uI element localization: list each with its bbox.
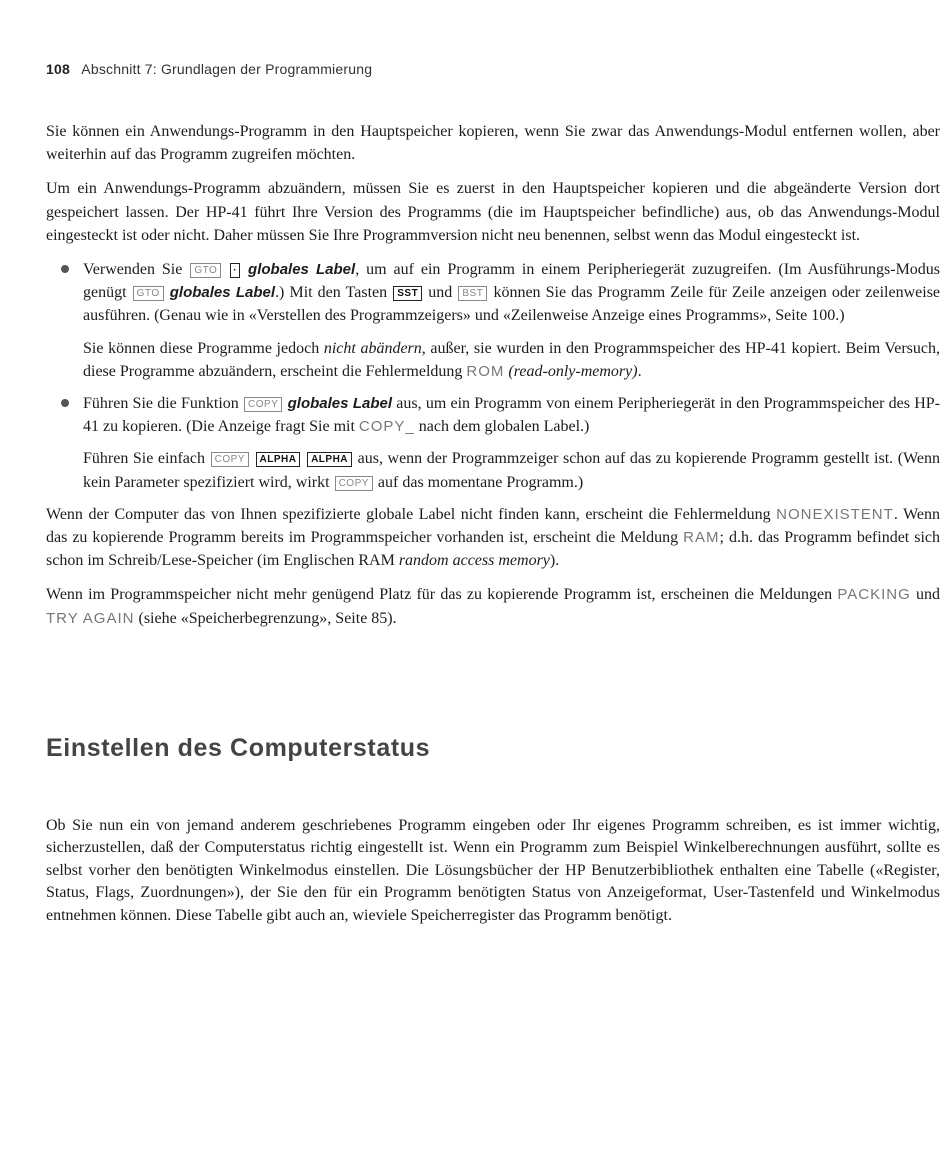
text-run: auf das momentane Programm.) [377,473,584,491]
display-message: PACKING [837,586,911,604]
display-message: TRY AGAIN [46,609,135,627]
global-label: globales Label [169,284,276,302]
chapter-title: Abschnitt 7: Grundlagen der Programmierung [81,61,373,77]
bullet2-text [83,392,940,438]
text-run: Führen Sie die Funktion [83,395,244,413]
text-run: . [637,362,642,380]
emphasis: (read-only-memory) [508,362,638,380]
display-message: NONEXISTENT [776,505,894,523]
text-run: Sie können diese Programme jedoch [83,339,324,357]
paragraph-status: Ob Sie nun ein von jemand anderem geschriebenes Programm eingeben oder Ihr eigenes Programm schreiben, es ist immer wichtig, sicherzustellen, daß der Computerstatus richtig eingestellt ist. Wenn ein Programm zum Beispiel Winkelberechnungen ausführt, sollte es selbst vorher den benötigten Winkelmodus einstellen. Die Lösungsbücher der HP Benutzerbibliothek enthalten eine Tabelle («Register, Status, Flags, Zuordnungen»), der Sie den für ein Programm benötigten Status von Anzeigeformat, User-Tastenfeld und Winkelmodus entnehmen können. Diese Tabelle gibt auch an, wieviele Speicherregister das Programm benötigt. [46,817,940,924]
display-message: RAM [683,529,720,547]
paragraph-packing [46,583,940,629]
bullet-list [46,258,940,494]
paragraph-modify: Um ein Anwendungs-Programm abzuändern, müssen Sie es zuerst in den Hauptspeicher kopieren und die abgeänderte Version dort gespeichert lassen. Der HP-41 führt Ihre Version des Programms (die im Hauptspeicher befindliche) aus, ob das Anwendungs-Modul eingesteckt ist oder nicht. Daher müssen Sie Ihre Programmversion nicht neu benennen, selbst wenn das Modul eingesteckt ist. [46,180,940,244]
text-run: Wenn im Programmspeicher nicht mehr genügend Platz für das zu kopierende Programm ist, erscheinen die Meldungen [46,586,838,604]
alpha-key: ALPHA [256,452,301,467]
text-run: (siehe «Speicherbegrenzung», Seite 85). [134,609,397,627]
sst-key: SST [393,286,422,301]
copy-key: COPY [211,452,249,467]
text-run: , außer, sie wurden in den Programmspeicher des HP-41 kopiert. Beim Versuch, diese Programme abzuändern, erscheint die Fehlermeldung [83,339,941,380]
text-run: Führen Sie einfach [83,450,210,468]
emphasis: random access memory [398,552,550,570]
text-run: Wenn der Computer das von Ihnen spezifizierte globale Label nicht finden kann, erscheint die Fehlermeldung [46,505,777,523]
text-run: aus, wenn der Programmzeiger schon auf das zu kopierende Programm gestellt ist. (Wenn kein Parameter spezifiziert wird, wirkt [83,450,941,491]
bullet1-text [83,258,940,328]
bullet1-subtext [83,337,940,383]
emphasis: nicht abändern [323,339,422,357]
display-message: COPY_ [358,418,415,436]
global-label: globales Label [248,261,356,279]
text-run: und [423,284,458,302]
bst-key: BST [458,286,487,301]
list-item [46,258,940,383]
alpha-key: ALPHA [307,452,352,467]
bullet-dot-icon [61,265,69,273]
section-text-block [46,815,940,938]
text-run: Verwenden Sie [83,261,190,279]
display-message: ROM [466,362,505,380]
bullet-dot-icon [61,399,69,407]
text-run: nach dem globalen Label.) [414,418,590,436]
gto-key: GTO [190,263,221,278]
text-run: .) Mit den Tasten [275,284,393,302]
text-run: ). [549,552,560,570]
list-item [46,392,940,494]
text-run: aus, um ein Programm von einem Peripheriegerät in den Programmspeicher des HP-41 zu kopieren. (Die Anzeige fragt Sie mit [83,395,941,436]
page-header [46,61,372,77]
copy-key: COPY [244,397,282,412]
dot-key: · [230,263,240,278]
gto-key: GTO [133,286,164,301]
text-run: und [910,586,940,604]
text-run: ; d.h. das Programm befindet sich schon im Schreib/Lese-Speicher (im Englischen RAM [46,529,941,570]
global-label: globales Label [287,395,393,413]
paragraph-intro: Sie können ein Anwendungs-Programm in den Hauptspeicher kopieren, wenn Sie zwar das Anwendungs-Modul entfernen wollen, aber weiterhin auf das Programm zugreifen möchten. [46,123,940,164]
text-run: können Sie das Programm Zeile für Zeile anzeigen oder zeilenweise ausführen. (Genau wie in «Verstellen des Programmzeigers» und «Zeilenweise Anzeige eines Programms», Seite 100.) [83,284,941,325]
copy-key: COPY [335,476,373,491]
page-number: 108 [46,61,70,77]
section-heading: Einstellen des Computerstatus [46,734,431,762]
bullet2-subtext [83,447,940,493]
text-run: . Wenn das zu kopierende Programm bereits im Programmspeicher vorhanden ist, erscheint die Meldung [46,505,940,547]
main-text-block [46,120,940,641]
text-run: , um auf ein Programm in einem Peripheriegerät zuzugreifen. (Im Ausführungs-Modus genügt [83,261,941,302]
paragraph-nonexistent [46,503,940,573]
